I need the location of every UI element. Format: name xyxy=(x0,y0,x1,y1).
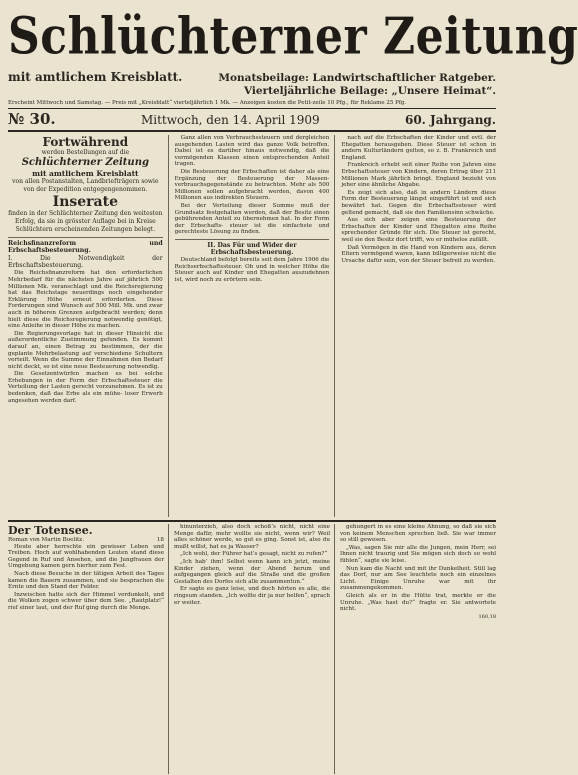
novel-paragraph: gehungert in es eine kleine Ahnung, so daß sie sich von keinem Menschen sprechen ließ. Sie war immer so still gewesen. xyxy=(340,524,496,544)
right-paragraph: Daß Vermögen in die Hand von Kindern aus, deren Eltern vermögend waren, kann billigerweise nicht die Ursache dafür sein, von der Steuer befreit zu werden. xyxy=(341,244,497,264)
issue-year: 60. Jahrgang. xyxy=(404,113,496,127)
article1-heading: Reichsfinanzreform und Erbschaftsbesteuerung. xyxy=(8,240,163,254)
masthead-right-subtitles xyxy=(218,72,496,98)
quarterly-supplement: Vierteljährliche Beilage: „Unsere Heimat“. xyxy=(243,85,496,97)
novel-paragraph: „Ich hab’ ihm! Selbst wenn kann ich jetzt, meine Kinder ziehen, wenn der Abend herum und aufgegangen gleich auf die Straße und die großen Gestalten des Dorfes sich alle zusammentun.“ xyxy=(174,558,330,585)
novel-paragraph: „Was, sagen Sie mir alle die Jungen, mein Herr, sei Ihnen nicht traurig und Sie mögen sich doch so wohl fühlen“, sagte sie leise. xyxy=(340,544,496,564)
novel-paragraph: Heute aber herrschte ein gewisser Leben und Treiben. Hoch auf wohlhabenden Leuten stand diese Gegend in Ruf und Ansehen, und die Jungfrauen der Umgebung kamen gern hierher zum Fest. xyxy=(8,543,164,570)
box-title: Fortwährend xyxy=(42,135,129,149)
box-line-3: finden in der Schlüchterner Zeitung den weitesten Erfolg, da sie in grösster Auflage bei in Kreise Schlüchtern erscheinenden Zeitungen belegt. xyxy=(8,210,163,233)
box-paper-name: Schlüchterner Zeitung xyxy=(21,157,149,168)
novel-paragraph: Er sagte es ganz leise, und doch hörten es alle, die ringsum standen. „Ich wollte dir ja nur helfen“, sprach er weiter. xyxy=(174,586,330,606)
right-paragraph: Aus sich aber zeigen eine Besteuerung der Erbschaften der Kinder und Ehegatten eine Reihe sprechender Gründe für sich. Die Steuer ist gerecht, weil sie den Besitz dort trifft, wo er mühelos zufällt. xyxy=(341,217,497,243)
novel-paragraph: Nach diese Besuche in der tätigen Arbeit des Tages kamen die Bauern zusammen, und sie besprachen die Ernte und den Stand der Felder. xyxy=(8,570,164,591)
article1-paragraph: Die Gesetzentwürfen machen es bei solche Erhebungen in der Form der Erbschaftssteuer die Verteilung der Lasten gerecht vorzunehmen. Es ist zu bedenken, daß das Erbe als ein mühe- loser Erwerb angesehen werden darf. xyxy=(8,371,163,404)
subscription-box xyxy=(8,135,163,234)
mid-paragraph: Ganz allen von Verbrauchssteuern und dergleichen ausgehenden Lasten wird das ganze Volk betroffen. Dabei ist es darüber hinaus notwendig, daß die vermögenden Klassen einen entsprechenden Anteil tragen. xyxy=(174,135,330,168)
mid-paragraph-2: Deutschland befolgt bereits seit dem Jahre 1906 die Reichserbschaftssteuer. Ob und in welcher Höhe die Steuer auch auf Kinder und Ehegatten auszudehnen ist, wird noch zu erörtern sein. xyxy=(174,257,330,283)
article1-paragraph: Die Reichsfinanzreform hat den erforderlichen Mehrbedarf für die nächsten Jahre auf jährlich 500 Millionen Mk. veranschlagt und die Reichsregierung hat das Reichstage neuerdings noch eingehender Erklärung Höhe erneut erforderten. Diese Forderungen sind Wunsch auf 500 Mill. Mk. und zwar auch in höheren Grenzen aufgebracht werden; denn hielt diese die Reichsregierung notwendig genötigt, eine Anleihe in dieser Höhe zu machen. xyxy=(8,270,163,330)
novel-byline-row xyxy=(8,537,164,544)
novel-title: Der Totensee. xyxy=(8,524,93,537)
novel-section xyxy=(8,524,496,774)
novel-paragraph: Inzwischen hatte sich der Himmel verdunkelt, und die Wolken zogen schwer über dem See. „Rautplatz!“ rief einer laut, und der Ruf ging durch die Menge. xyxy=(8,591,164,611)
novel-column-3 xyxy=(340,524,496,774)
article1-subheading: I. Die Notwendigkeit der Erbschaftsbesteuerung. xyxy=(8,255,163,269)
column-middle xyxy=(175,135,336,517)
masthead-subtitles xyxy=(8,70,496,98)
right-paragraph: Frankreich erhebt seit einer Reihe von Jahren eine Erbschaftssteuer von Kindern, deren Ertrag über 211 Millionen Mark jährlich bringt. England bezieht von jeher eine ähnliche Abgabe. xyxy=(341,162,497,189)
novel-installment: 18 xyxy=(156,537,164,543)
novel-paragraph: Gleich als er in die Hütte trat, merkte er die Unruhe. „Was hast du?“ fragte er. Sie antwortete nicht. xyxy=(340,592,496,613)
column-right xyxy=(341,135,496,517)
novel-byline: Roman von Martin Boelitz. xyxy=(8,537,85,543)
dateline xyxy=(8,109,496,132)
novel-paragraph: Nun kam die Nacht und mit ihr Dunkelheit. Still lag das Dorf, nur am See leuchtete noch ein einzelnes Licht. Einige Unruhe war mit ihr zusammengekommen. xyxy=(340,565,496,592)
right-paragraph: Es zeigt sich also, daß in andern Ländern diese Form der Besteuerung längst eingeführt ist und sich bewährt hat. Gegen die Erbschaftssteuer wird geltend gemacht, daß sie den Familiensinn schwäche. xyxy=(341,189,497,216)
divider xyxy=(175,239,330,240)
mid-paragraph: Bei der Verteilung dieser Summe muß der Grundsatz festgehalten werden, daß der Besitz einen gebührenden Anteil zu übernehmen hat. In der Form der Erbschafts- steuer ist die einfachste und gerechteste Lösung zu finden. xyxy=(174,202,330,236)
issue-number: № 30. xyxy=(8,110,56,128)
monthly-supplement: Monatsbeilage: Landwirtschaftlicher Ratgeber. xyxy=(218,72,496,84)
issue-date: Mittwoch, den 14. April 1909 xyxy=(140,113,320,127)
box-line-1: werden Bestellungen auf die xyxy=(41,149,129,156)
box-kreisblatt: mit amtlichem Kreisblatt xyxy=(32,169,139,178)
novel-column-1 xyxy=(8,524,169,774)
mid-paragraph: Die Besteuerung der Erbschaften ist daher als eine Ergänzung der Besteuerung der Massen- verbrauchsgegenstände zu betrachten. Mehr als 500 Millionen sollen aufgebracht werden, davon 400 Millionen aus indirekten Steuern. xyxy=(174,168,330,202)
novel-paragraph: hinunterzieh, also doch schoß’s nicht, nicht eine Menge dafür, mehr wollte sie nicht, wenn wir? Weil alles schöner werde, so gut es ging. Sonst ist, also du mußt willst, hat es ja Wasser? xyxy=(174,524,330,550)
column-left xyxy=(8,135,169,517)
novel-column-2 xyxy=(174,524,335,774)
box-line-2: von allen Postanstalten, Landbriefträgern sowie von der Expedition entgegengenommen. xyxy=(12,178,159,193)
masthead-title: Schlüchterner Zeitung xyxy=(8,7,578,67)
top-columns xyxy=(8,135,496,517)
publication-notice: Erscheint Mittwoch und Samstag. — Preis mit „Kreisblatt“ vierteljährlich 1 Mk. — Anzeigen kosten die Petit-zeile 10 Pfg., für Reklame 25 Pfg. xyxy=(8,98,496,109)
page-footer-code: 160,18 xyxy=(478,613,496,620)
divider xyxy=(8,237,163,238)
section-divider xyxy=(8,520,496,522)
article2-heading: II. Das Für und Wider der Erbschaftsbesteuerung. xyxy=(207,241,297,256)
right-paragraph: nach auf die Erbschaften der Kinder und evtl. der Ehegatten herausgeben. Diese Steuer ist schon in andern Kulturländern gelten, so z. B. Frankreich und England. xyxy=(341,135,497,161)
masthead-left-subtitle: mit amtlichem Kreisblatt. xyxy=(8,70,183,84)
novel-paragraph: „Ich wohl, der Führer hat’s gesagt, nicht zu rufen?“ xyxy=(180,551,328,558)
box-inserate: Inserate xyxy=(52,194,118,210)
article1-paragraph: Die Regierungsvorlage hat in dieser Hinsicht die außerordentliche Zustimmung gefunden. Es kommt darauf an, einen Betrag zu bestimmen, der die geplante Mehrbelastung auf verschiedene Schultern verteilt. Wenn die Summe der Einnahmen den Bedarf nicht deckt, so ist eine neue Besteuerung notwendig. xyxy=(8,330,163,370)
